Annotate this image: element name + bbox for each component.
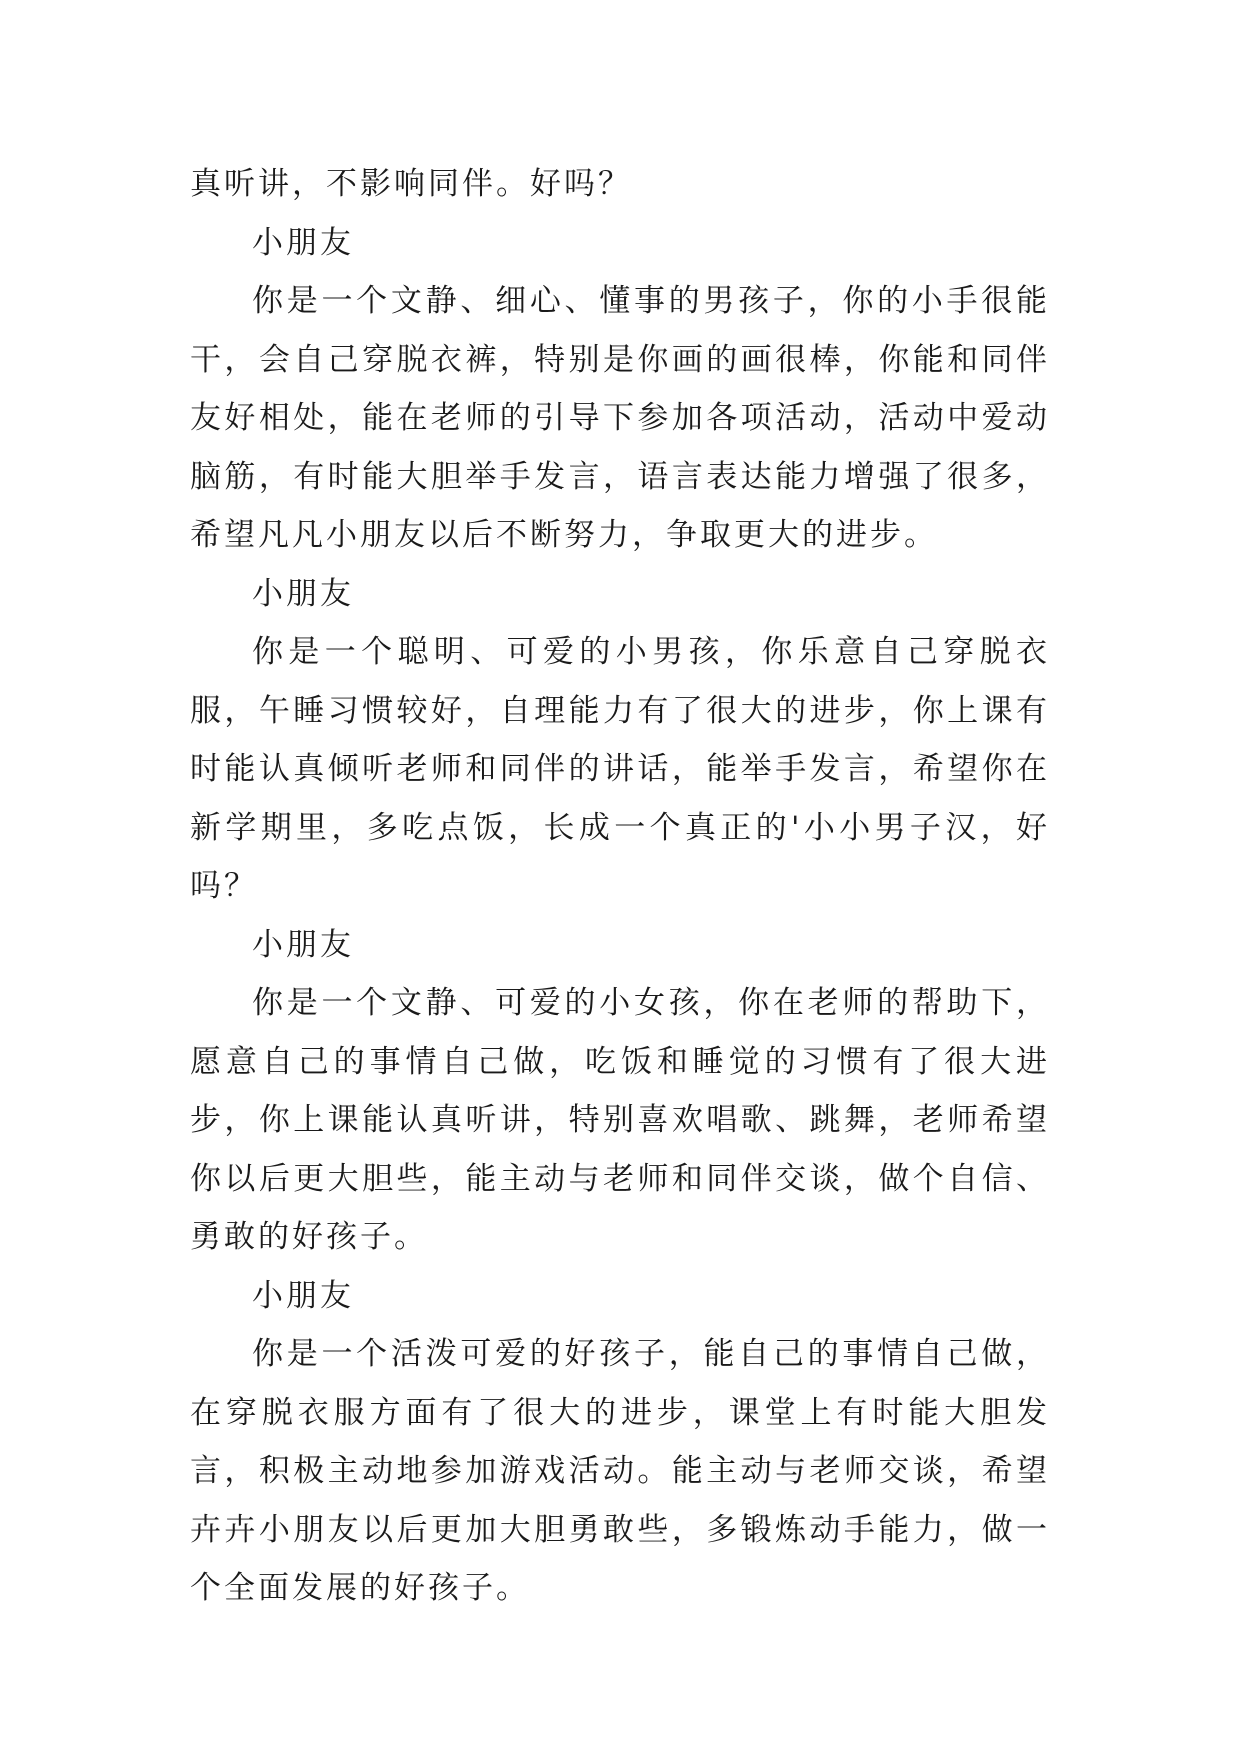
salutation-2: 小朋友 [252, 575, 354, 612]
comment-paragraph-1: 你是一个文静、细心、懂事的男孩子，你的小手很能干，会自己穿脱衣裤，特别是你画的画很棒，你能和同伴友好相处，能在老师的引导下参加各项活动，活动中爱动脑筋，有时能大胆举手发言，语言表达能力增强了很多，希望凡凡小朋友以后不断努力，争取更大的进步。 [190, 283, 1050, 553]
comment-paragraph-2: 你是一个聪明、可爱的小男孩，你乐意自己穿脱衣服，午睡习惯较好，自理能力有了很大的进步，你上课有时能认真倾听老师和同伴的讲话，能举手发言，希望你在新学期里，多吃点饭，长成一个真正的'小小男子汉，好吗？ [190, 634, 1050, 904]
document-body [190, 155, 1050, 1618]
comment-paragraph-4: 你是一个活泼可爱的好孩子，能自己的事情自己做，在穿脱衣服方面有了很大的进步，课堂上有时能大胆发言，积极主动地参加游戏活动。能主动与老师交谈，希望卉卉小朋友以后更加大胆勇敢些，多锻炼动手能力，做一个全面发展的好孩子。 [190, 1336, 1050, 1606]
comment-paragraph-3: 你是一个文静、可爱的小女孩，你在老师的帮助下，愿意自己的事情自己做，吃饭和睡觉的习惯有了很大进步，你上课能认真听讲，特别喜欢唱歌、跳舞，老师希望你以后更大胆些，能主动与老师和同伴交谈，做个自信、勇敢的好孩子。 [190, 985, 1050, 1255]
salutation-1: 小朋友 [252, 224, 354, 261]
paragraph-continuation: 真听讲，不影响同伴。好吗？ [190, 166, 632, 202]
salutation-4: 小朋友 [252, 1277, 354, 1314]
salutation-3: 小朋友 [252, 926, 354, 963]
